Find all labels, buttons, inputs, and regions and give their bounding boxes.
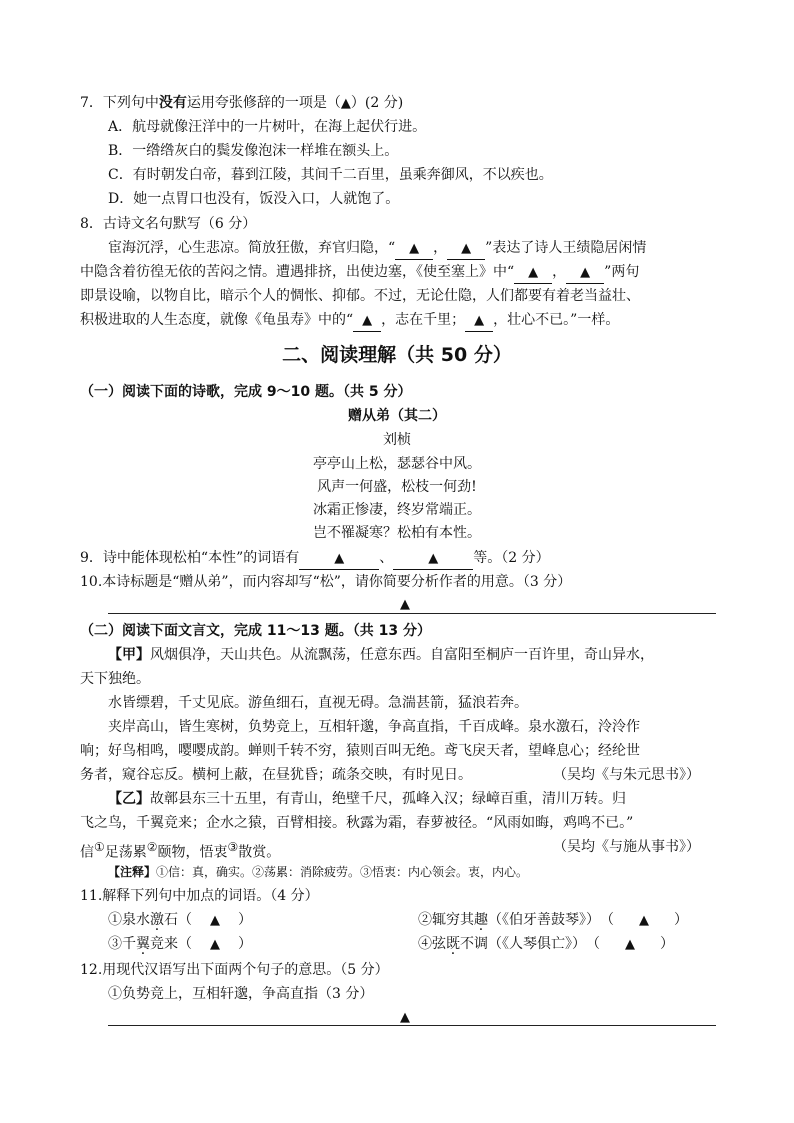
jia-line-1: 【甲】风烟俱净，天山共色。从流飘荡，任意东西。自富阳至桐庐一百许里，奇山异水， [108,647,654,663]
q8-title [80,214,256,234]
notes: 【注释】①信：真，确实。②荡累：消除疲劳。③悟衷：内心领会。衷，内心。 [108,865,529,879]
q12-sub-1: ①负势竞上，互相轩邈，争高直指（3 分） [108,986,374,1002]
fill-blank[interactable]: ▲ [465,311,493,332]
fill-blank[interactable]: ▲ [393,549,473,570]
q7-option-c: C．有时朝发白帝，暮到江陵，其间千二百里，虽乘奔御风，不以疾也。 [108,167,553,183]
fill-blank[interactable]: ▲ [299,549,379,570]
jia-source: （吴均《与朱元思书》） [553,767,700,783]
fill-blank[interactable]: ▲ [353,311,381,332]
q7-stem-emphasis: 没有 [158,95,187,111]
fill-blank[interactable]: ▲ [447,239,485,260]
q11-item-2: ②辄穷其趣（《伯牙善鼓琴》） （ ▲ ） [418,910,688,931]
q11-item-1: ①泉水激石（ ▲ ） [108,910,252,931]
jia-line-2: 天下独绝。 [80,671,150,687]
fill-blank[interactable]: ▲ [566,263,604,284]
poem-line-1: 亭亭山上松，瑟瑟谷中风。 [313,456,481,472]
q7-option-d: D．她一点胃口也没有，饭没入口，人就饱了。 [108,191,400,207]
q8-line-1: 宦海沉浮，心生悲凉。简放狂傲，弃官归隐，“ ▲ ， ▲ ”表达了诗人王绩隐居闲情 [108,238,646,260]
q8-line-3: 即景设喻，以物自比，暗示个人的惆怅、抑郁。不过，无论仕隐，人们都要有着老当益壮、 [80,288,640,304]
answer-mark: ▲ [340,96,351,111]
poem-line-2: 风声一何盛，松枝一何劲! [317,479,477,495]
poem-author: 刘桢 [383,432,411,448]
section-heading: 二、阅读理解（共 50 分） [282,344,512,366]
fill-blank[interactable]: ▲ [395,239,433,260]
answer-mark: ▲ [400,597,410,612]
poem-title: 赠从弟（其二） [348,408,446,424]
q7-number: 7． [80,95,103,111]
q8-number: 8． [80,216,103,232]
q7-option-a: A．航母就像汪洋中的一片树叶，在海上起伏行进。 [108,119,427,135]
answer-line[interactable] [108,1025,716,1026]
fill-blank[interactable]: ▲ [210,913,220,928]
q8-line-4: 积极进取的人生态度，就像《龟虽寿》中的“ ▲ ，志在千里； ▲ ，壮心不已。”一样。 [80,310,619,332]
q8-title-text: 古诗文名句默写（6 分） [102,216,257,232]
jia-line-6: 务者，窥谷忘反。横柯上蔽，在昼犹昏；疏条交映，有时见日。 [80,767,472,783]
q11-title: 11.解释下列句中加点的词语。（4 分） [80,888,319,904]
fill-blank[interactable]: ▲ [210,937,220,952]
yi-line-3: 信①足荡累②颐物，悟衷③散赏。 [80,840,281,861]
q7-stem-pre: 下列句中 [102,95,159,111]
jia-line-5: 响；好鸟相鸣，嘤嘤成韵。蝉则千转不穷，猿则百叫无绝。鸢飞戾天者，望峰息心；经纶世 [80,743,640,759]
q11-item-3: ③千翼竞来（ ▲ ） [108,934,252,955]
fill-blank[interactable]: ▲ [639,913,649,928]
q7-stem-end: ）(2 分) [350,95,404,111]
yi-line-1: 【乙】故鄣县东三十五里，有青山，绝壁千尺，孤峰入汉；绿嶂百重，清川万转。归 [108,791,626,807]
yi-line-2: 飞之鸟，千翼竞来；企水之猿，百臂相接。秋露为霜，春萝被径。“风雨如晦，鸡鸣不已。” [80,815,634,831]
part2-heading: （二）阅读下面文言文，完成 11～13 题。（共 13 分） [80,623,431,639]
jia-tag: 【甲】 [108,647,150,663]
jia-line-3: 水皆缥碧，千丈见底。游鱼细石，直视无碍。急湍甚箭，猛浪若奔。 [108,695,528,711]
q7-stem-post: 运用夸张修辞的一项是（ [186,95,341,111]
answer-line[interactable] [108,613,716,614]
part1-heading: （一）阅读下面的诗歌，完成 9～10 题。（共 5 分） [80,384,412,400]
poem-line-4: 岂不罹凝寒？松柏有本性。 [313,525,481,541]
q9-line: 9．诗中能体现松柏“本性”的词语有 ▲ 、 ▲ 等。（2 分） [80,548,550,570]
poem-line-3: 冰霜正惨凄，终岁常端正。 [313,502,481,518]
fill-blank[interactable]: ▲ [514,263,552,284]
yi-source: （吴均《与施从事书》） [553,839,700,855]
fill-blank[interactable]: ▲ [625,937,635,952]
q8-line-2: 中隐含着彷徨无依的苦闷之情。遭遇排挤，出使边塞，《使至塞上》中“ ▲ ， ▲ ”两句 [80,262,639,284]
q12-title: 12.用现代汉语写出下面两个句子的意思。（5 分） [80,962,389,978]
answer-mark: ▲ [400,1010,410,1025]
yi-tag: 【乙】 [108,791,150,807]
q11-item-4: ④弦既不调（《人琴俱亡》） （ ▲ ） [418,934,674,955]
q7-option-b: B．一绺绺灰白的鬓发像泡沫一样堆在额头上。 [108,143,399,159]
q7-stem [80,93,403,114]
jia-line-4: 夹岸高山，皆生寒树，负势竞上，互相轩邈，争高直指，千百成峰。泉水激石，泠泠作 [108,719,640,735]
q10-line: 10.本诗标题是“赠从弟”，而内容却写“松”，请你简要分析作者的用意。（3 分） [80,574,572,590]
